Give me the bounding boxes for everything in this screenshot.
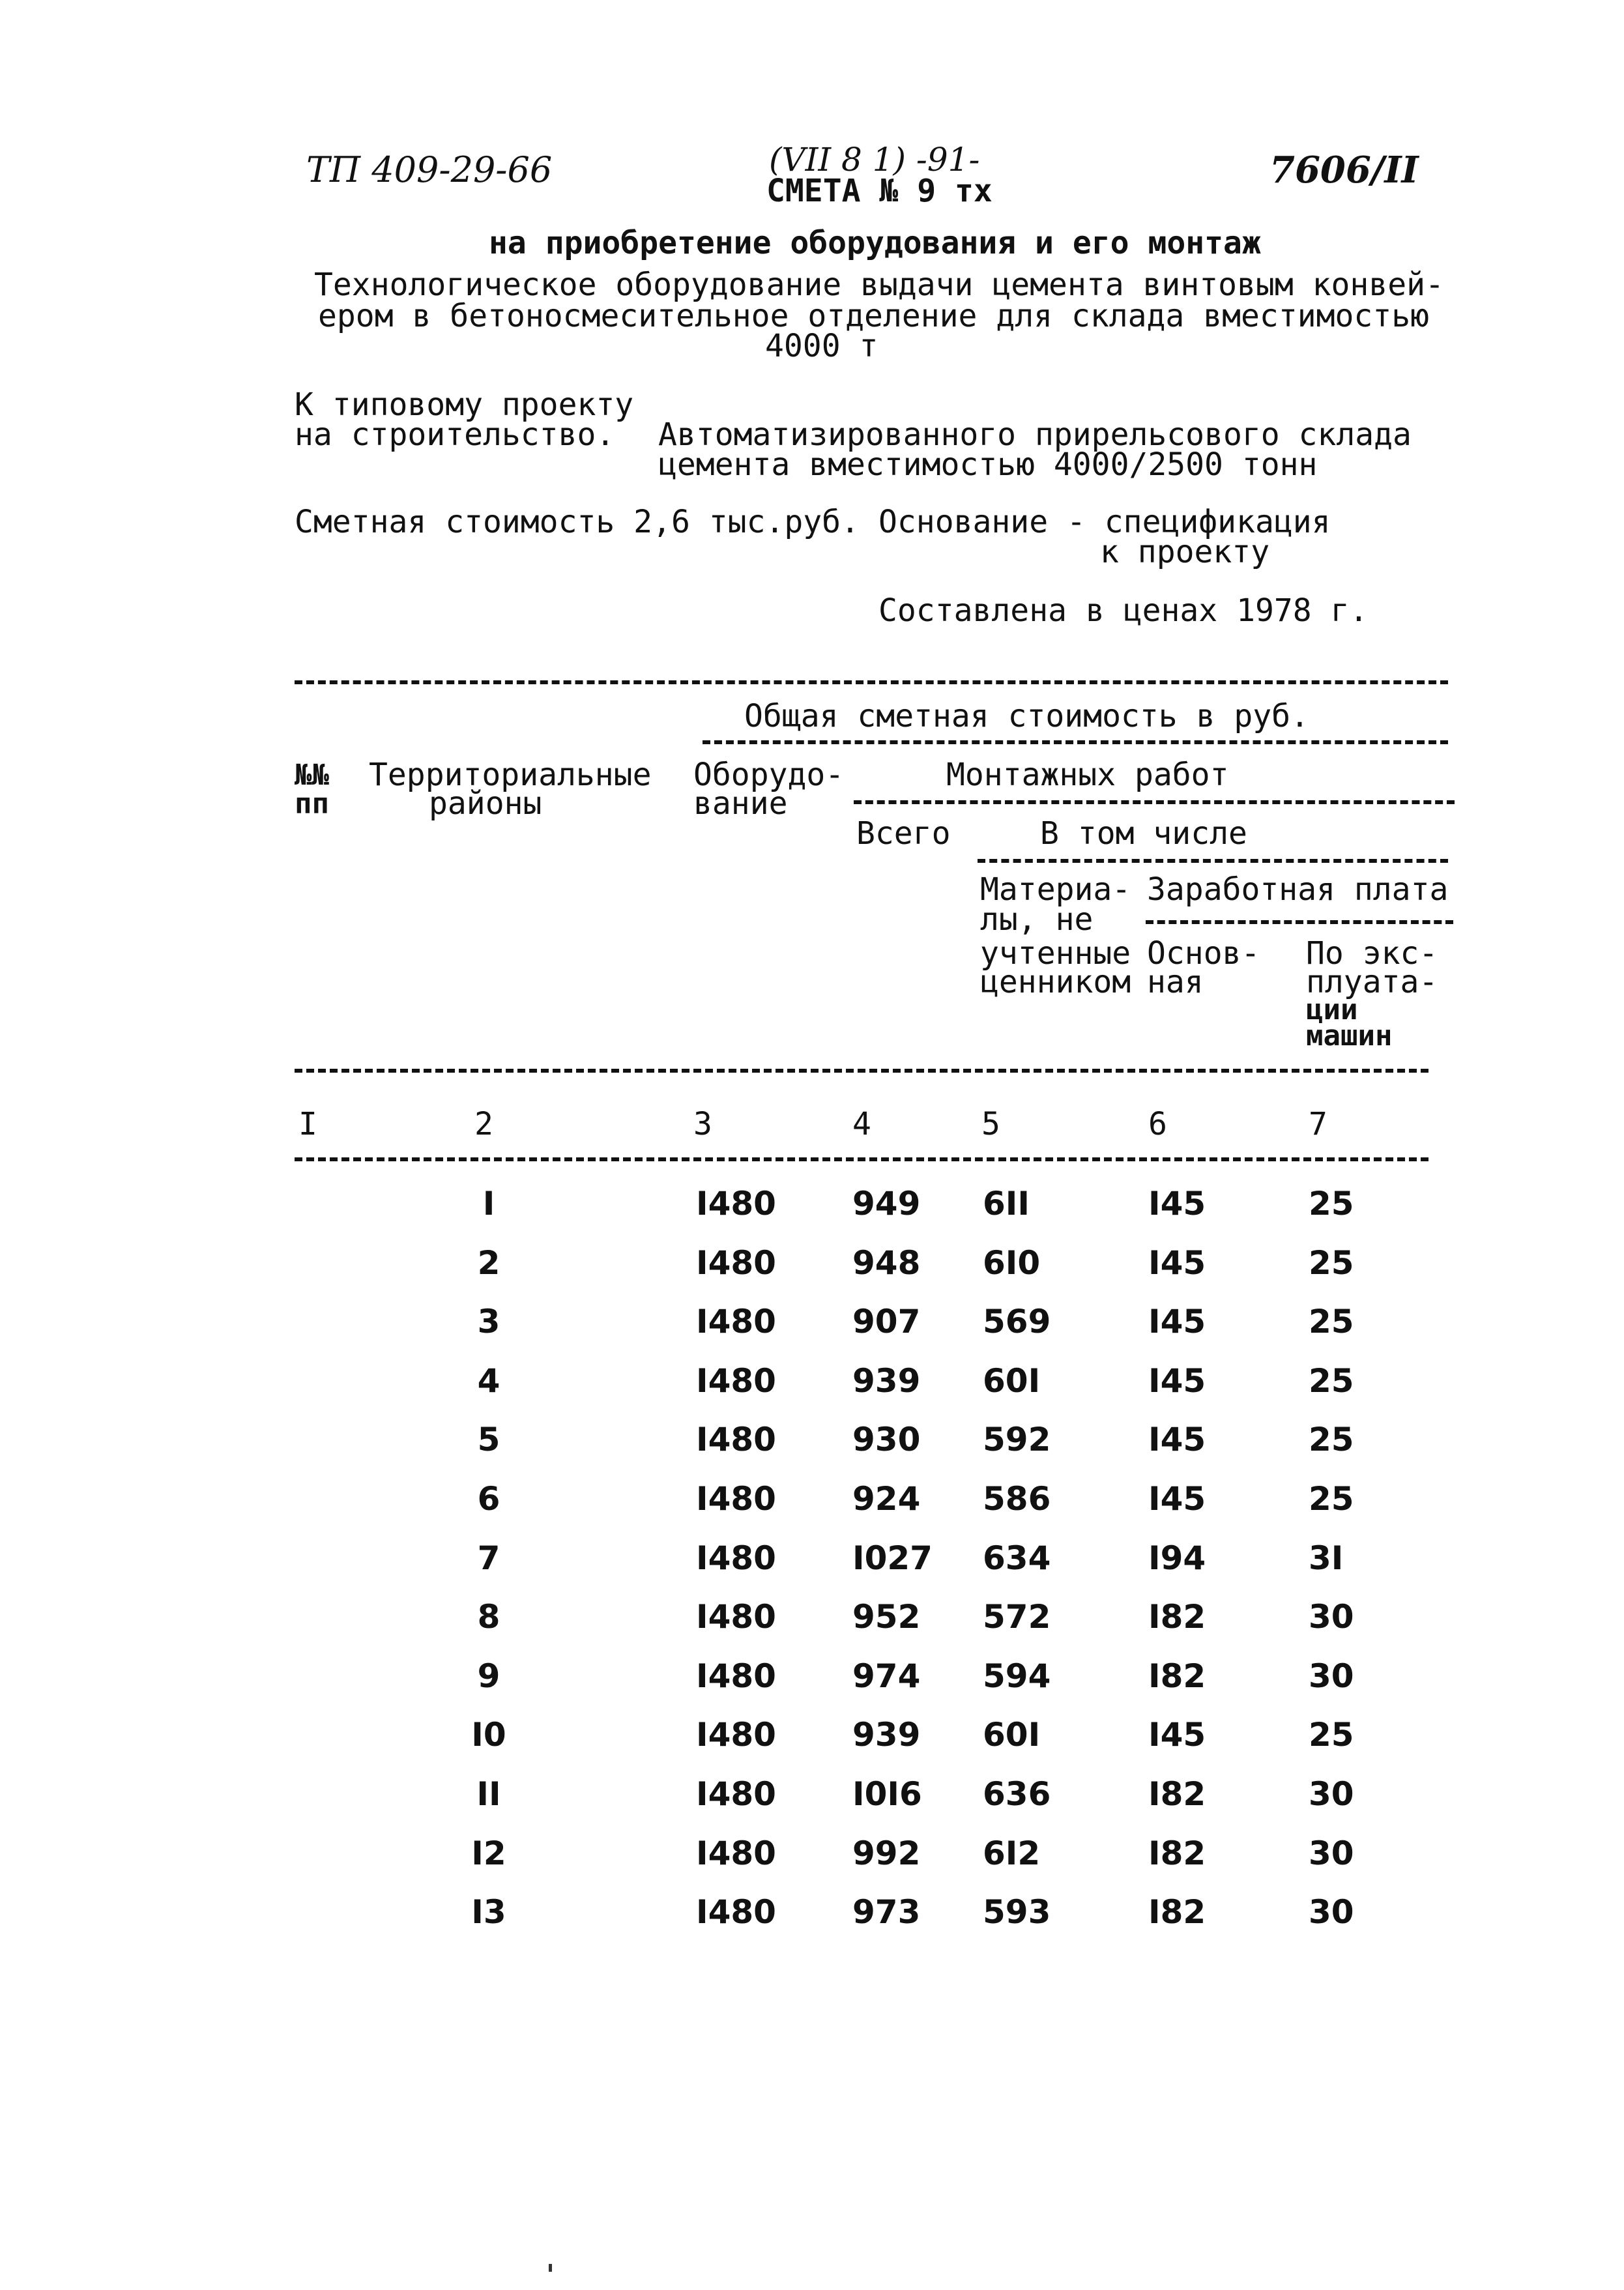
table-cell: 924 [852,1480,921,1518]
table-cell: I027 [852,1539,933,1577]
wages-rule [1146,920,1453,924]
table-cell: 6 [477,1480,500,1518]
table-cell: 3I [1309,1539,1344,1577]
col-basic-line-1: Основ- [1147,935,1260,972]
col-region-line-1: Территориальные [369,757,652,793]
table-cell: I94 [1148,1539,1206,1577]
column-number-1: I [298,1106,317,1142]
table-cell: I45 [1148,1480,1206,1518]
table-cell: I0 [471,1716,506,1754]
column-number-6: 6 [1148,1106,1167,1142]
column-number-3: 3 [693,1106,712,1142]
table-cell: I3 [471,1893,506,1931]
table-cell: I480 [696,1657,776,1695]
table-cell: I82 [1148,1834,1206,1872]
table-cell: 572 [983,1598,1051,1636]
column-number-7: 7 [1309,1106,1327,1142]
total-cost-header: Общая сметная стоимость в руб. [744,698,1309,734]
table-cell: 25 [1309,1421,1354,1458]
table-cell: 8 [477,1598,500,1636]
table-cell: 60I [983,1362,1041,1400]
table-cell: 992 [852,1834,921,1872]
project-name-line-1: Автоматизированного прирельсового склада [658,416,1412,453]
col-machines-line-3: ции [1306,993,1358,1026]
table-cell: 4 [477,1362,500,1400]
install-rule [854,800,1455,804]
col-materials-line-1: Материа- [980,871,1131,908]
table-cell: I480 [696,1362,776,1400]
sheet-reference: (VII 8 1) -91- [769,141,980,179]
table-cell: I82 [1148,1598,1206,1636]
table-cell: I480 [696,1244,776,1282]
table-cell: II [476,1775,501,1813]
document-number: 7606/II [1269,149,1419,192]
table-cell: 636 [983,1775,1051,1813]
table-cell: 5 [477,1421,500,1458]
table-cell: 594 [983,1657,1051,1695]
column-numbers-rule [295,1157,1428,1161]
table-cell: I480 [696,1539,776,1577]
table-cell: 6I2 [983,1834,1041,1872]
table-cell: 6II [983,1185,1030,1223]
table-cell: 948 [852,1244,921,1282]
table-cell: I82 [1148,1893,1206,1931]
table-cell: 25 [1309,1244,1354,1282]
col-machines-line-4: машин [1306,1019,1393,1052]
project-label-line-2: на строительство. [295,416,615,453]
table-cell: 3 [477,1303,500,1341]
table-cell: 592 [983,1421,1051,1458]
table-cell: 30 [1309,1598,1354,1636]
total-cost-rule [703,740,1448,744]
table-cell: I45 [1148,1303,1206,1341]
table-cell: 634 [983,1539,1051,1577]
table-cell: 939 [852,1362,921,1400]
header-bottom-rule [295,1069,1428,1073]
column-number-5: 5 [981,1106,1000,1142]
col-materials-line-3: учтенные [980,935,1131,972]
price-basis: Составлена в ценах 1978 г. [878,592,1369,629]
table-cell: 939 [852,1716,921,1754]
basis-line-1: Основание - спецификация [878,504,1331,540]
table-cell: I82 [1148,1775,1206,1813]
table-cell: I45 [1148,1362,1206,1400]
table-cell: 6I0 [983,1244,1041,1282]
table-cell: I0I6 [852,1775,922,1813]
table-cell: I480 [696,1480,776,1518]
table-cell: I45 [1148,1421,1206,1458]
col-machines-line-1: По экс- [1306,935,1438,972]
col-num-line-1: №№ [295,759,329,792]
table-cell: I480 [696,1303,776,1341]
table-cell: 25 [1309,1716,1354,1754]
table-cell: I480 [696,1893,776,1931]
table-cell: I45 [1148,1244,1206,1282]
table-cell: 974 [852,1657,921,1695]
table-cell: I480 [696,1598,776,1636]
col-equipment-line-1: Оборудо- [693,757,845,793]
col-incl-header: В том числе [1040,815,1247,852]
table-cell: 2 [477,1244,500,1282]
document-subtitle: на приобретение оборудования и его монтаж [489,225,1261,261]
table-cell: 60I [983,1716,1041,1754]
table-cell: 25 [1309,1480,1354,1518]
col-materials-line-4: ценником [980,964,1131,1000]
table-top-rule [295,680,1448,684]
table-cell: 907 [852,1303,921,1341]
col-basic-line-2: ная [1147,964,1204,1000]
col-total-header: Всего [856,815,951,852]
table-cell: 30 [1309,1893,1354,1931]
col-machines-line-2: плуата- [1306,964,1438,1000]
table-cell: 30 [1309,1834,1354,1872]
col-install-header: Монтажных работ [946,757,1229,793]
table-cell: I2 [471,1834,506,1872]
table-cell: 586 [983,1480,1051,1518]
table-cell: 973 [852,1893,921,1931]
incl-rule [978,859,1448,863]
smeta-title: СМЕТА № 9 тх [766,173,993,209]
col-wages-header: Заработная плата [1147,871,1449,908]
table-cell: I [482,1185,495,1223]
table-cell: 9 [477,1657,500,1695]
table-cell: 949 [852,1185,921,1223]
table-cell: I480 [696,1775,776,1813]
table-cell: I480 [696,1185,776,1223]
column-number-2: 2 [474,1106,493,1142]
col-materials-line-2: лы, не [980,901,1094,938]
table-cell: 30 [1309,1657,1354,1695]
description-line-2: ером в бетоносмесительное отделение для склада вместимостью [318,298,1430,334]
table-cell: I480 [696,1421,776,1458]
description-line-1: Технологическое оборудование выдачи цемента винтовым конвей- [314,267,1444,303]
table-cell: I82 [1148,1657,1206,1695]
col-equipment-line-2: вание [693,785,788,822]
column-number-4: 4 [852,1106,871,1142]
table-cell: 7 [477,1539,500,1577]
estimated-cost: Сметная стоимость 2,6 тыс.руб. [295,504,860,540]
table-cell: 593 [983,1893,1051,1931]
col-region-line-2: районы [429,785,542,822]
project-code: ТП 409-29-66 [306,149,553,190]
table-cell: I480 [696,1716,776,1754]
table-cell: 25 [1309,1362,1354,1400]
table-cell: 25 [1309,1185,1354,1223]
scan-mark [549,2264,552,2272]
table-cell: 930 [852,1421,921,1458]
table-cell: I45 [1148,1185,1206,1223]
table-cell: 30 [1309,1775,1354,1813]
project-label-line-1: К типовому проекту [295,386,634,423]
table-cell: 952 [852,1598,921,1636]
description-line-3: 4000 т [765,328,878,364]
table-cell: I480 [696,1834,776,1872]
table-cell: I45 [1148,1716,1206,1754]
table-cell: 25 [1309,1303,1354,1341]
table-cell: 569 [983,1303,1051,1341]
basis-line-2: к проекту [1100,534,1270,570]
col-num-line-2: пп [295,787,329,820]
project-name-line-2: цемента вместимостью 4000/2500 тонн [658,446,1318,483]
